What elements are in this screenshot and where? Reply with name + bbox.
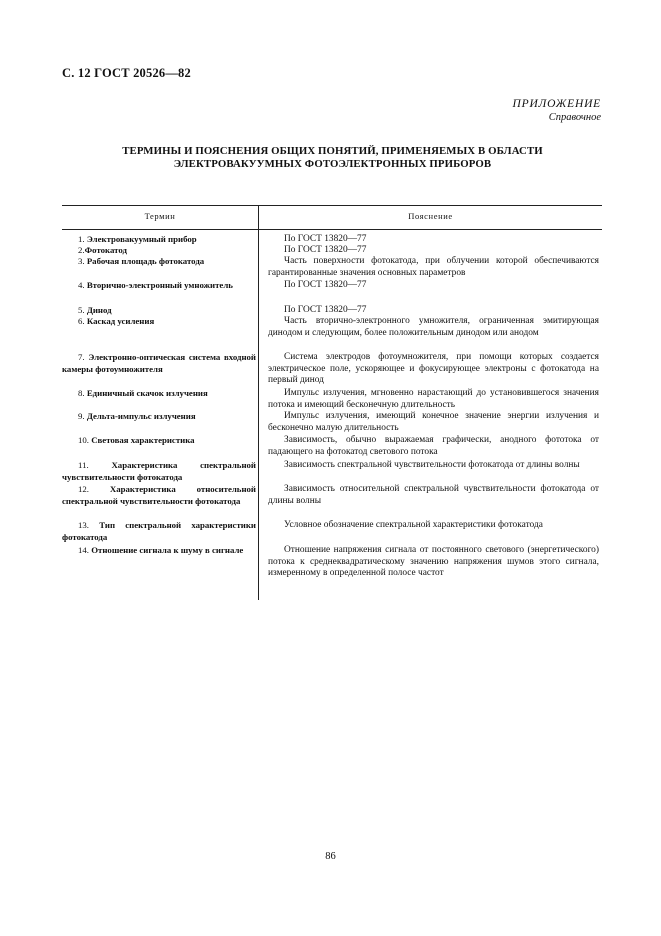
term-row-5 — [62, 305, 256, 317]
term-row-14 — [62, 545, 256, 557]
term-text: Фотокатод — [84, 245, 127, 255]
term-row-9 — [62, 411, 256, 423]
term-number: 4. — [78, 280, 85, 290]
term-text: Рабочая площадь фотокатода — [86, 256, 205, 266]
term-number: 11. — [78, 460, 89, 470]
term-row-11 — [62, 460, 256, 483]
explanation-row-7: Система электродов фотоумножителя, при помощи которых создается электрическое поле, ускоряющее и фокусирующее электроны с фотокатода на первый динод — [268, 352, 599, 385]
column-header-explanation: Пояснение — [408, 211, 453, 221]
term-row-1 — [62, 234, 256, 246]
title-line-2: ЭЛЕКТРОВАКУУМНЫХ ФОТОЭЛЕКТРОННЫХ ПРИБОРОВ — [173, 158, 492, 170]
term-row-3 — [62, 256, 256, 268]
term-number: 6. — [78, 316, 85, 326]
term-number: 14. — [78, 545, 89, 555]
term-number: 2. — [78, 245, 85, 255]
table-header-border — [62, 229, 602, 230]
term-row-4 — [62, 280, 256, 292]
term-number: 1. — [78, 234, 85, 244]
appendix-title: ПРИЛОЖЕНИЕ — [512, 98, 601, 110]
term-text: Характеристика спектральной чувствительности фотокатода — [62, 460, 256, 482]
term-row-12 — [62, 484, 256, 507]
appendix-label — [513, 98, 601, 124]
term-row-2 — [62, 245, 256, 257]
term-text: Световая характеристика — [91, 435, 195, 445]
term-text: Характеристика относительной спектральной чувствительности фотокатода — [62, 484, 256, 506]
explanation-row-2: По ГОСТ 13820—77 — [284, 245, 367, 255]
explanation-row-14: Отношение напряжения сигнала от постоянного светового (энергетического) потока к среднеквадратическому значению напряжения шумов этого сигнала, измеренному в определенной полосе частот — [268, 545, 599, 578]
term-row-10 — [62, 435, 256, 447]
column-header-term: Термин — [144, 211, 176, 221]
term-number: 12. — [78, 484, 89, 494]
term-row-6 — [62, 316, 256, 328]
term-text: Электронно-оптическая система входной камеры фотоумножителя — [62, 352, 256, 374]
page-header: С. 12 ГОСТ 20526—82 — [62, 66, 191, 80]
term-text: Каскад усиления — [86, 316, 155, 326]
page-number: 86 — [325, 851, 336, 862]
explanation-row-11: Зависимость спектральной чувствительности фотокатода от длины волны — [284, 460, 580, 470]
term-row-8 — [62, 388, 256, 400]
term-row-13 — [62, 520, 256, 543]
term-number: 9. — [78, 411, 85, 421]
appendix-type: Справочное — [548, 112, 601, 123]
term-text: Динод — [86, 305, 112, 315]
term-text: Электровакуумный прибор — [86, 234, 197, 244]
explanation-row-5: По ГОСТ 13820—77 — [284, 305, 367, 315]
term-text: Единичный скачок излучения — [86, 388, 208, 398]
explanation-row-13: Условное обозначение спектральной характеристики фотокатода — [284, 520, 543, 530]
term-text: Отношение сигнала к шуму в сигнале — [91, 545, 244, 555]
term-number: 5. — [78, 305, 85, 315]
term-number: 10. — [78, 435, 89, 445]
explanation-row-9: Импульс излучения, имеющий конечное значение энергии излучения и бесконечно малую длительность — [268, 411, 599, 433]
term-number: 8. — [78, 388, 85, 398]
table-column-divider — [258, 205, 259, 600]
term-text: Дельта-импульс излучения — [86, 411, 196, 421]
term-number: 13. — [78, 520, 89, 530]
title-line-1: ТЕРМИНЫ И ПОЯСНЕНИЯ ОБЩИХ ПОНЯТИЙ, ПРИМЕНЯЕМЫХ В ОБЛАСТИ — [122, 145, 543, 157]
explanation-row-1: По ГОСТ 13820—77 — [284, 234, 367, 244]
table-top-border — [62, 205, 602, 206]
term-number: 3. — [78, 256, 85, 266]
explanation-row-8: Импульс излучения, мгновенно нарастающий до установившегося значения потока и имеющий бесконечную длительность — [268, 388, 599, 410]
explanation-row-6: Часть вторично-электронного умножителя, ограниченная эмитирующая динодом и следующим, более положительным динодом или анодом — [268, 316, 599, 338]
explanation-row-3: Часть поверхности фотокатода, при облучении которой обеспечиваются гарантированные значения основных параметров — [268, 256, 599, 278]
explanation-row-12: Зависимость относительной спектральной чувствительности фотокатода от длины волны — [268, 484, 599, 506]
explanation-row-10: Зависимость, обычно выражаемая графически, анодного фототока от падающего на фотокатод светового потока — [268, 435, 599, 457]
document-title — [60, 145, 605, 171]
term-row-7 — [62, 352, 256, 375]
term-text: Вторично-электронный умножитель — [86, 280, 233, 290]
explanation-row-4: По ГОСТ 13820—77 — [284, 280, 367, 290]
term-number: 7. — [78, 352, 85, 362]
term-text: Тип спектральной характеристики фотокатода — [62, 520, 256, 542]
